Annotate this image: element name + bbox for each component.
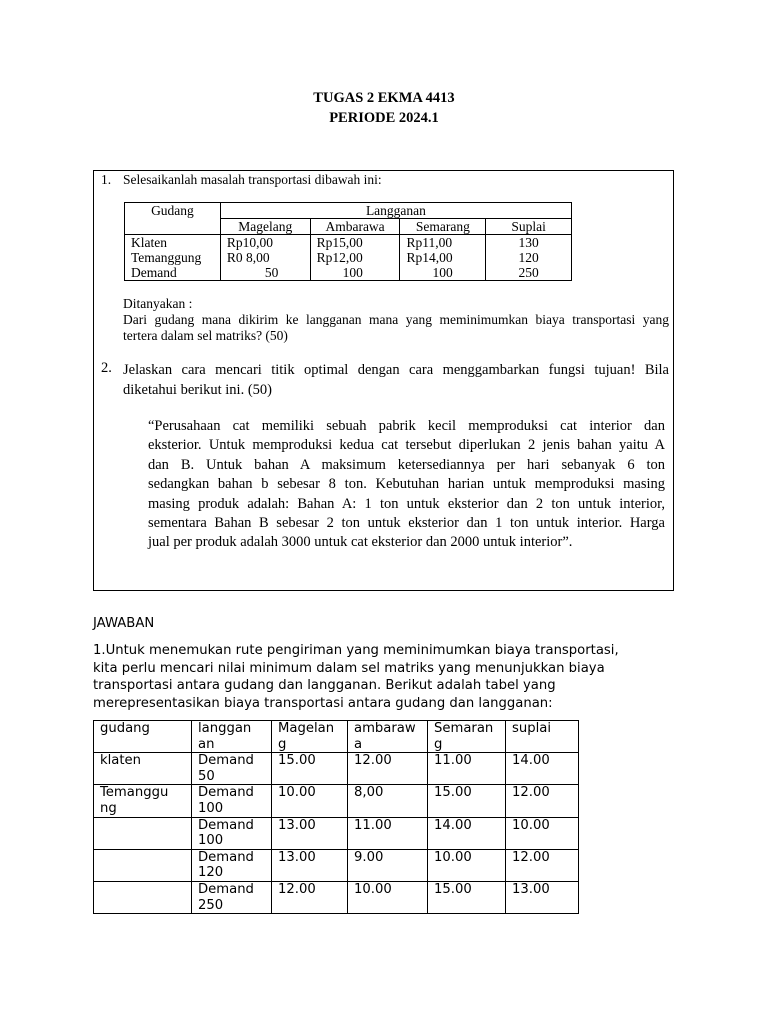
supply-cell: 250 xyxy=(518,265,539,280)
cost-cell: R0 8,00 xyxy=(226,250,270,265)
cell-text: g xyxy=(434,736,443,752)
cell-text: 13.00 xyxy=(512,881,550,897)
cell-text: ambaraw xyxy=(354,721,416,736)
cost-cell: Rp10,00 xyxy=(226,235,274,250)
cell-text: Demand xyxy=(198,881,254,897)
answer-table-cell xyxy=(94,817,192,849)
answer-table-cell xyxy=(272,849,348,881)
cell-text: Demand xyxy=(198,849,254,865)
question-2-line: Jelaskan cara mencari titik optimal dengan cara menggambarkan fungsi tujuan! Bila xyxy=(123,362,669,378)
cell-text: 10.00 xyxy=(512,817,550,833)
answer-table-cell xyxy=(272,785,348,817)
answer-table-cell xyxy=(348,817,428,849)
row-name: Klaten xyxy=(131,235,167,250)
answer-line: merepresentasikan biaya transportasi antara gudang dan langganan: xyxy=(93,695,553,711)
transport-subheader: Magelang xyxy=(220,219,310,235)
cell-text: 100 xyxy=(198,833,224,849)
demand-cell: 100 xyxy=(432,265,453,280)
cell-text: 10.00 xyxy=(278,785,316,801)
transport-header-gudang: Gudang xyxy=(125,203,221,235)
transport-subheader: Ambarawa xyxy=(310,219,400,235)
cell-text: suplai xyxy=(512,721,552,736)
transport-col-ambarawa xyxy=(310,235,400,281)
cell-text: a xyxy=(354,736,363,752)
cell-text: Demand xyxy=(198,785,254,801)
cell-text: 15.00 xyxy=(434,881,472,897)
ditanyakan-label: Ditanyakan : xyxy=(123,296,193,311)
cell-text: 14.00 xyxy=(512,753,550,769)
answer-table-cell xyxy=(428,753,506,785)
question-1-number: 1. xyxy=(101,172,112,187)
answer-table-cell xyxy=(506,881,579,913)
cell-text: 250 xyxy=(198,897,224,913)
answer-table-cell xyxy=(428,849,506,881)
cell-text: 11.00 xyxy=(434,753,472,769)
transport-table xyxy=(124,202,572,281)
cell-text: klaten xyxy=(100,753,142,769)
cell-text: 12.00 xyxy=(278,881,316,897)
cell-text: 8,00 xyxy=(354,785,384,801)
ditanyakan-line: Dari gudang mana dikirim ke langganan mana yang meminimumkan biaya transportasi yang xyxy=(123,312,669,327)
answer-line: 1.Untuk menemukan rute pengiriman yang meminimumkan biaya transportasi, xyxy=(93,643,619,658)
answer-table-cell xyxy=(348,753,428,785)
answer-table-cell xyxy=(94,785,192,817)
cell-text: 10.00 xyxy=(434,849,472,865)
cell-text: 12.00 xyxy=(512,785,550,801)
answer-table-cell xyxy=(94,881,192,913)
answer-table-cell xyxy=(94,753,192,785)
answer-table-cell xyxy=(272,881,348,913)
answer-table-cell xyxy=(192,785,272,817)
cost-cell: Rp14,00 xyxy=(406,250,453,265)
answer-table-cell xyxy=(192,753,272,785)
cell-text: 14.00 xyxy=(434,817,472,833)
row-name: Temanggung xyxy=(131,250,202,265)
cell-text: gudang xyxy=(100,721,150,736)
answer-table-header-cell xyxy=(428,721,506,753)
cell-text: Demand xyxy=(198,753,254,769)
answer-table-cell xyxy=(192,881,272,913)
quote-line: “Perusahaan cat memiliki sebuah pabrik kecil memproduksi cat interior dan xyxy=(148,418,665,434)
transport-header-langganan: Langganan xyxy=(220,203,571,219)
answer-table-cell xyxy=(94,849,192,881)
cost-cell: Rp11,00 xyxy=(406,235,453,250)
cell-text: langgan xyxy=(198,721,252,736)
answer-table-row xyxy=(94,817,579,849)
cell-text: 9.00 xyxy=(354,849,384,865)
answer-table-header-row xyxy=(94,721,579,753)
cell-text: 10.00 xyxy=(354,881,392,897)
ditanyakan-block xyxy=(123,296,669,344)
cell-text: 50 xyxy=(198,768,215,784)
answer-line: kita perlu mencari nilai minimum dalam sel matriks yang menunjukkan biaya xyxy=(93,660,605,676)
ditanyakan-line: tertera dalam sel matriks? (50) xyxy=(123,328,288,343)
cost-cell: Rp12,00 xyxy=(316,250,363,265)
cell-text: 15.00 xyxy=(434,785,472,801)
question-2-text xyxy=(123,360,669,400)
answer-paragraph xyxy=(93,642,683,712)
case-quote xyxy=(148,417,665,553)
quote-line: sementara Bahan B sebesar 2 ton untuk eksterior dan 1 ton untuk interior. Harga xyxy=(148,515,665,532)
demand-cell: 100 xyxy=(342,265,363,280)
answer-table-header-cell xyxy=(348,721,428,753)
cell-text: 15.00 xyxy=(278,753,316,769)
transport-col-semarang xyxy=(400,235,486,281)
row-name: Demand xyxy=(131,265,177,280)
quote-line: dan B. Untuk bahan A maksimum ketersediannya per hari sebanyak 6 ton xyxy=(148,456,665,473)
answer-table-cell xyxy=(428,881,506,913)
cell-text: 120 xyxy=(198,865,224,881)
question-1-text: Selesaikanlah masalah transportasi dibawah ini: xyxy=(123,172,382,187)
cell-text: 12.00 xyxy=(512,849,550,865)
cell-text: g xyxy=(278,736,287,752)
answer-table-cell xyxy=(348,785,428,817)
answer-table-cell xyxy=(506,849,579,881)
answer-line: transportasi antara gudang dan langganan. Berikut adalah tabel yang xyxy=(93,678,556,693)
transport-row-names xyxy=(125,235,221,281)
answer-table-cell xyxy=(272,753,348,785)
cell-text: Demand xyxy=(198,817,254,833)
question-box xyxy=(93,170,674,591)
answer-table-row xyxy=(94,881,579,913)
answer-table-header-cell xyxy=(94,721,192,753)
question-2-number: 2. xyxy=(101,360,112,376)
answer-table-cell xyxy=(428,785,506,817)
cell-text: an xyxy=(198,736,215,752)
answer-table-cell xyxy=(192,849,272,881)
cell-text: 13.00 xyxy=(278,849,316,865)
transport-col-suplai xyxy=(486,235,572,281)
transport-subheader: Semarang xyxy=(400,219,486,235)
transport-subheader: Suplai xyxy=(486,219,572,235)
quote-line: sedangkan bahan b sebesar 8 ton. Kebutuhan harian untuk memproduksi masing xyxy=(148,476,665,493)
answer-table-cell xyxy=(272,817,348,849)
quote-line: eksterior. Untuk memproduksi kedua cat tersebut diperlukan 2 jenis bahan yaitu A xyxy=(148,437,665,454)
demand-cell: 50 xyxy=(264,265,279,280)
cell-text: Temanggu xyxy=(100,785,169,801)
transport-col-magelang xyxy=(220,235,310,281)
cell-text: Magelan xyxy=(278,721,335,736)
answer-heading: JAWABAN xyxy=(93,616,155,631)
answer-table-header-cell xyxy=(272,721,348,753)
supply-cell: 120 xyxy=(518,250,539,265)
answer-table-row xyxy=(94,849,579,881)
answer-table-cell xyxy=(506,753,579,785)
answer-table-cell xyxy=(428,817,506,849)
answer-table-cell xyxy=(506,817,579,849)
cell-text: 12.00 xyxy=(354,753,392,769)
cell-text: ng xyxy=(100,800,117,816)
cost-cell: Rp15,00 xyxy=(316,235,363,250)
title-line-1: TUGAS 2 EKMA 4413 xyxy=(313,90,455,106)
cell-text: 100 xyxy=(198,800,224,816)
supply-cell: 130 xyxy=(518,235,539,250)
answer-table-cell xyxy=(348,849,428,881)
answer-table-row xyxy=(94,753,579,785)
title-line-2: PERIODE 2024.1 xyxy=(329,110,439,126)
cell-text: Semaran xyxy=(434,721,494,736)
answer-table-row xyxy=(94,785,579,817)
question-2-line: diketahui berikut ini. (50) xyxy=(123,382,272,398)
cell-text: 11.00 xyxy=(354,817,392,833)
answer-table xyxy=(93,720,579,914)
answer-table-cell xyxy=(506,785,579,817)
answer-table-cell xyxy=(192,817,272,849)
answer-table-header-cell xyxy=(506,721,579,753)
cell-text: 13.00 xyxy=(278,817,316,833)
document-title xyxy=(0,88,768,128)
quote-line: masing produk adalah: Bahan A: 1 ton untuk eksterior dan 2 ton untuk interior, xyxy=(148,495,665,512)
answer-table-cell xyxy=(348,881,428,913)
answer-table-header-cell xyxy=(192,721,272,753)
quote-line: jual per produk adalah 3000 untuk cat eksterior dan 2000 untuk interior”. xyxy=(148,534,573,551)
